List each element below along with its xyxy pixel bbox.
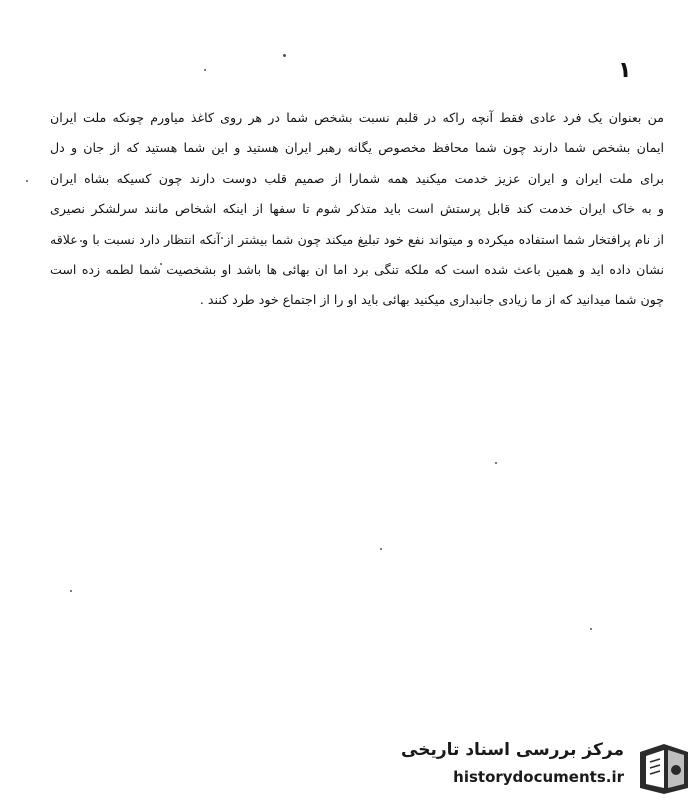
archive-watermark [401,738,694,798]
body-line: نشان داده اید و همین باعث شده است که ملکه تنگی برد اما ان بهائی ها باشد او بشخصیت شما لطمه زده است [50,262,664,278]
page-number: ۱ [618,58,632,83]
scan-speck [590,628,592,630]
body-line: چون شما میدانید که از ما زیادی جانبداری میکنید بهائی باید او را از اجتماع خود طرد کنند . [199,292,664,308]
scan-speck [204,69,206,71]
scan-speck [380,548,382,550]
letter-body [50,103,664,316]
scan-speck [495,462,497,464]
scan-speck [26,180,28,182]
watermark-title: مرکز بررسی اسناد تاریخی [401,740,624,760]
watermark-url: historydocuments.ir [453,768,624,786]
scan-speck [70,590,72,592]
body-line: برای ملت ایران و ایران عزیز خدمت میکنید همه شمارا از صمیم قلب دوست دارند چون کسیکه بشاه ایران [50,170,664,186]
body-line: از نام پرافتخار شما استفاده میکرده و میتواند نفع خود تبلیغ میکند چون شما بیشتر از آنکه انتظار دارد نسبت با و علاقه [50,231,664,247]
scan-speck [283,54,286,57]
body-line: من بعنوان یک فرد عادی فقط آنچه راکه در قلبم نسبت بشخص شما در هر روی کاغذ میاورم چونکه ملت ایران [50,110,664,125]
body-line: و به خاک ایران خدمت کند قابل پرستش است باید متذکر شوم تا سفها از اینکه اشخاص مانند سرلشکر نصیری [50,201,664,217]
body-line: ایمان بشخص شما دارند چون شما محافظ مخصوص یگانه رهبر ایران هستید و این شما هستید که از جان و دل [50,140,664,156]
book-emblem-icon [630,740,694,796]
